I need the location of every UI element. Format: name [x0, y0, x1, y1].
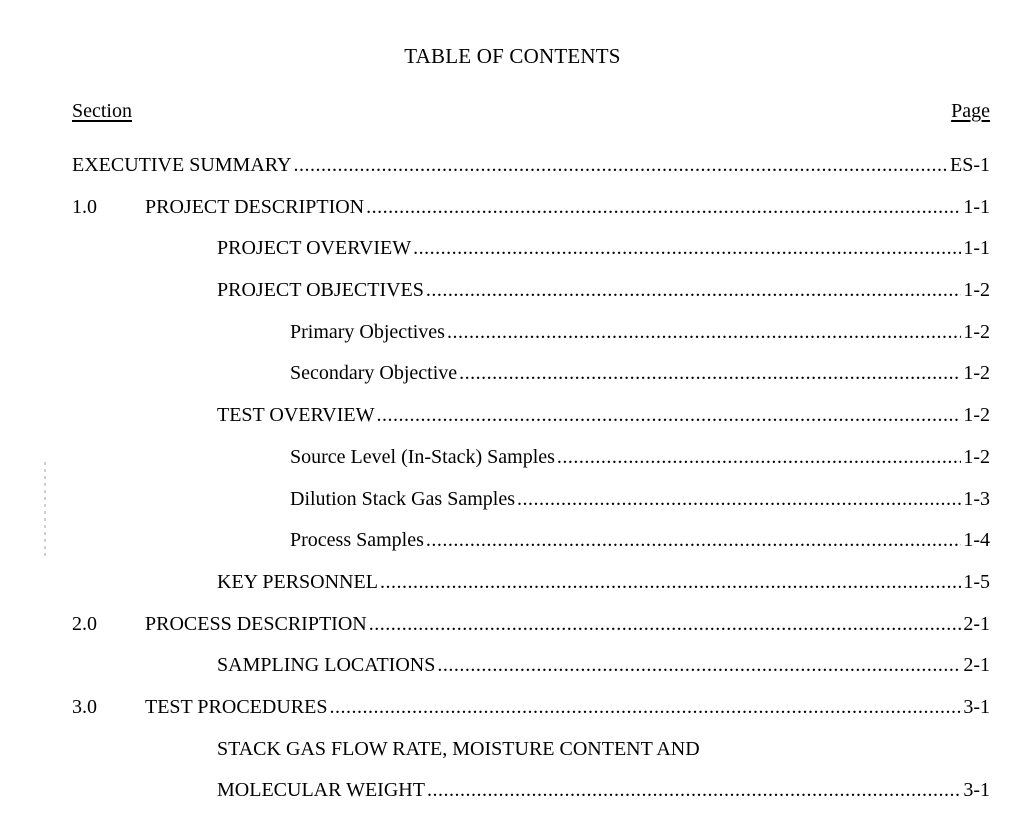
toc-entry-line: [145, 613, 990, 636]
toc-entry-label: MOLECULAR WEIGHT: [217, 779, 425, 802]
toc-entry: [72, 654, 990, 696]
column-headers: [72, 100, 990, 128]
toc-entry-number: 2.0: [72, 612, 97, 635]
toc-leader-dots: [369, 613, 962, 636]
toc-leader-dots: [426, 529, 961, 552]
toc-entry-label: Process Samples: [290, 529, 424, 552]
toc-entry: [72, 362, 990, 404]
toc-entry-page: 1-4: [963, 529, 990, 552]
toc-entry: [72, 529, 990, 571]
toc-entry: [72, 196, 990, 238]
toc-entry-line: [72, 154, 990, 177]
toc-entry: [72, 738, 990, 780]
toc-entry-label: Secondary Objective: [290, 362, 458, 385]
toc-leader-dots: [459, 362, 961, 385]
toc-entry-page: 1-2: [963, 445, 990, 468]
toc-entry-label: Primary Objectives: [290, 320, 445, 343]
toc-entry-line: [217, 738, 990, 761]
toc-title: TABLE OF CONTENTS: [404, 44, 621, 68]
toc-entry-label: PROCESS DESCRIPTION: [145, 612, 367, 635]
toc-leader-dots: [426, 279, 961, 302]
toc-entry-line: [145, 696, 990, 719]
toc-entry-label: PROJECT OBJECTIVES: [217, 279, 424, 302]
toc-entry-label: Source Level (In-Stack) Samples: [290, 445, 555, 468]
toc-entry: [72, 613, 990, 655]
toc-entry: [72, 154, 990, 196]
toc-entry: [72, 571, 990, 613]
toc-entry-number: 3.0: [72, 695, 97, 718]
toc-entry-line: [290, 446, 990, 469]
toc-leader-dots: [293, 154, 948, 177]
toc-entry-page: 1-2: [963, 279, 990, 302]
toc-list: [72, 154, 990, 821]
toc-entry: [72, 446, 990, 488]
scan-margin-mark: [44, 462, 46, 558]
toc-entry-label: PROJECT DESCRIPTION: [145, 195, 365, 218]
toc-entry: [72, 779, 990, 821]
toc-leader-dots: [380, 571, 961, 594]
toc-entry-label: KEY PERSONNEL: [217, 570, 378, 593]
toc-entry: [72, 279, 990, 321]
toc-entry-page: 1-2: [963, 362, 990, 385]
toc-entry-page: 2-1: [963, 654, 990, 677]
toc-entry-page: 3-1: [963, 695, 990, 718]
toc-leader-dots: [376, 404, 961, 427]
toc-entry-page: 1-5: [963, 570, 990, 593]
toc-entry-line: [217, 404, 990, 427]
toc-leader-dots: [447, 321, 961, 344]
toc-leader-dots: [427, 779, 961, 802]
toc-entry: [72, 404, 990, 446]
toc-leader-dots: [517, 488, 961, 511]
toc-entry-number: 1.0: [72, 195, 97, 218]
toc-entry-label: Dilution Stack Gas Samples: [290, 487, 515, 510]
toc-entry-page: 1-1: [963, 237, 990, 260]
toc-entry-label: EXECUTIVE SUMMARY: [72, 154, 292, 176]
section-column-header: Section: [72, 100, 132, 122]
toc-entry: [72, 696, 990, 738]
toc-entry-line: [217, 571, 990, 594]
toc-entry-line: [217, 779, 990, 802]
toc-leader-dots: [329, 696, 961, 719]
toc-entry-line: [217, 279, 990, 302]
toc-leader-dots: [413, 237, 961, 260]
toc-entry-line: [217, 654, 990, 677]
toc-entry-page: 1-2: [963, 404, 990, 427]
toc-entry-line: [217, 237, 990, 260]
toc-entry-page: 3-1: [963, 779, 990, 802]
toc-entry: [72, 321, 990, 363]
toc-entry-label: PROJECT OVERVIEW: [217, 237, 412, 260]
toc-entry-line: [290, 488, 990, 511]
toc-entry-line: [290, 529, 990, 552]
toc-entry-line: [290, 362, 990, 385]
toc-entry-label: SAMPLING LOCATIONS: [217, 654, 436, 677]
toc-entry: [72, 237, 990, 279]
toc-entry-label: STACK GAS FLOW RATE, MOISTURE CONTENT AND: [217, 737, 700, 760]
toc-entry-line: [290, 321, 990, 344]
toc-entry-label: TEST PROCEDURES: [145, 695, 328, 718]
toc-entry: [72, 488, 990, 530]
toc-entry-page: 1-1: [963, 195, 990, 218]
toc-entry-page: 2-1: [963, 612, 990, 635]
toc-leader-dots: [366, 196, 961, 219]
toc-leader-dots: [557, 446, 961, 469]
page-column-header: Page: [951, 100, 990, 122]
toc-leader-dots: [437, 654, 961, 677]
toc-entry-page: 1-3: [963, 487, 990, 510]
toc-entry-label: TEST OVERVIEW: [217, 404, 375, 427]
toc-entry-line: [145, 196, 990, 219]
toc-entry-page: 1-2: [963, 320, 990, 343]
toc-entry-page: ES-1: [950, 154, 990, 176]
